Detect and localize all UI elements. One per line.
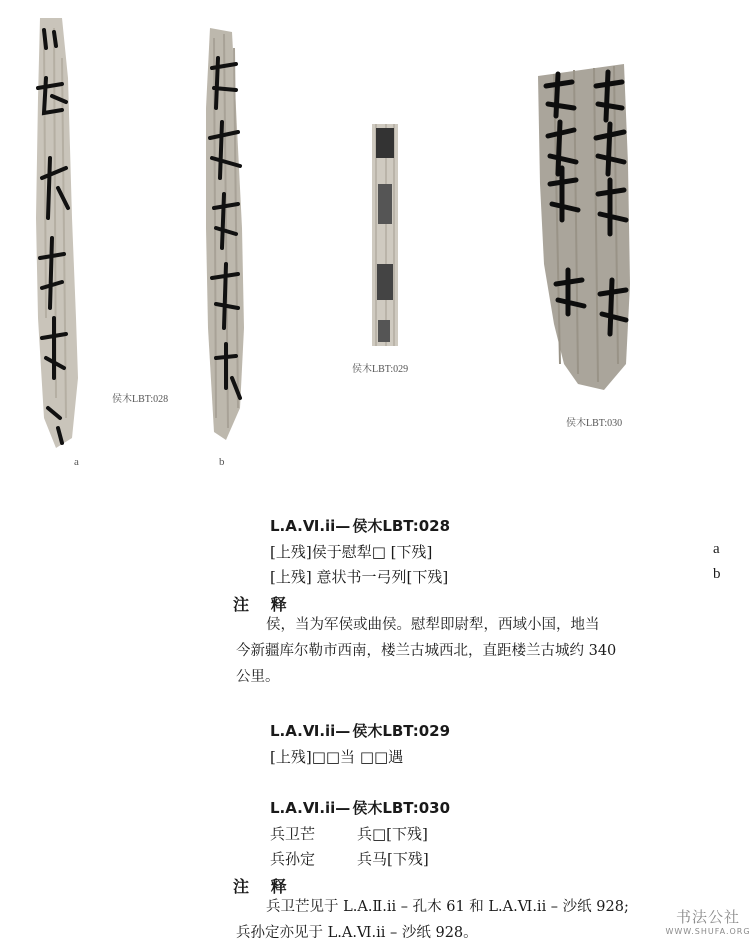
- figure-label-b: b: [219, 456, 225, 468]
- note-paragraph-030: 兵卫芒见于 L.A.Ⅱ.ii – 孔木 61 和 L.A.Ⅵ.ii – 沙纸 928; 兵孙定亦见于 L.A.Ⅵ.ii – 沙纸 928。: [236, 899, 629, 941]
- figure-label-a: a: [74, 456, 79, 468]
- site-watermark: 书法公社 WWW.SHUFA.ORG: [665, 908, 751, 936]
- note-heading-030: 注 释: [233, 877, 295, 896]
- note-heading-028: 注 释: [233, 595, 295, 614]
- entry-030-row-2-left: 兵孙定: [270, 850, 316, 868]
- entry-030-row-1-right: 兵□[下残]: [357, 825, 428, 843]
- entry-030-row-2-right: 兵马[下残]: [357, 850, 429, 868]
- entry-028-tag-b: b: [713, 566, 721, 582]
- entry-030-row-1-left: 兵卫芒: [270, 825, 316, 843]
- entry-028-line-a: [上残]侯于慰犁□ [下残]: [270, 543, 433, 561]
- entry-028-line-b: [上残] 意状书一弓列[下残]: [270, 568, 449, 586]
- entry-028-tag-a: a: [713, 541, 720, 557]
- entry-029-line: [上残]□□当 □□遇: [270, 748, 404, 766]
- slip-image-028b: [196, 28, 252, 440]
- note-paragraph-028: 侯，当为军侯或曲侯。慰犁即尉犁，西域小国，地当 今新疆库尔勒市西南，楼兰古城西北，直距楼兰古城约 340 公里。: [236, 617, 617, 685]
- slip-image-030: [534, 64, 634, 390]
- slip-image-028a: [32, 18, 82, 448]
- figure-caption-030: 侯木LBT:030: [566, 418, 623, 429]
- entry-header-028: L.A.Ⅵ.ii— 侯木LBT:028: [270, 517, 451, 535]
- figure-caption-029: 侯木LBT:029: [352, 364, 409, 375]
- entry-header-029: L.A.Ⅵ.ii— 侯木LBT:029: [270, 722, 451, 740]
- slip-image-029: [366, 124, 406, 346]
- entry-header-030: L.A.Ⅵ.ii— 侯木LBT:030: [270, 799, 451, 817]
- figure-caption-028: 侯木LBT:028: [112, 394, 169, 405]
